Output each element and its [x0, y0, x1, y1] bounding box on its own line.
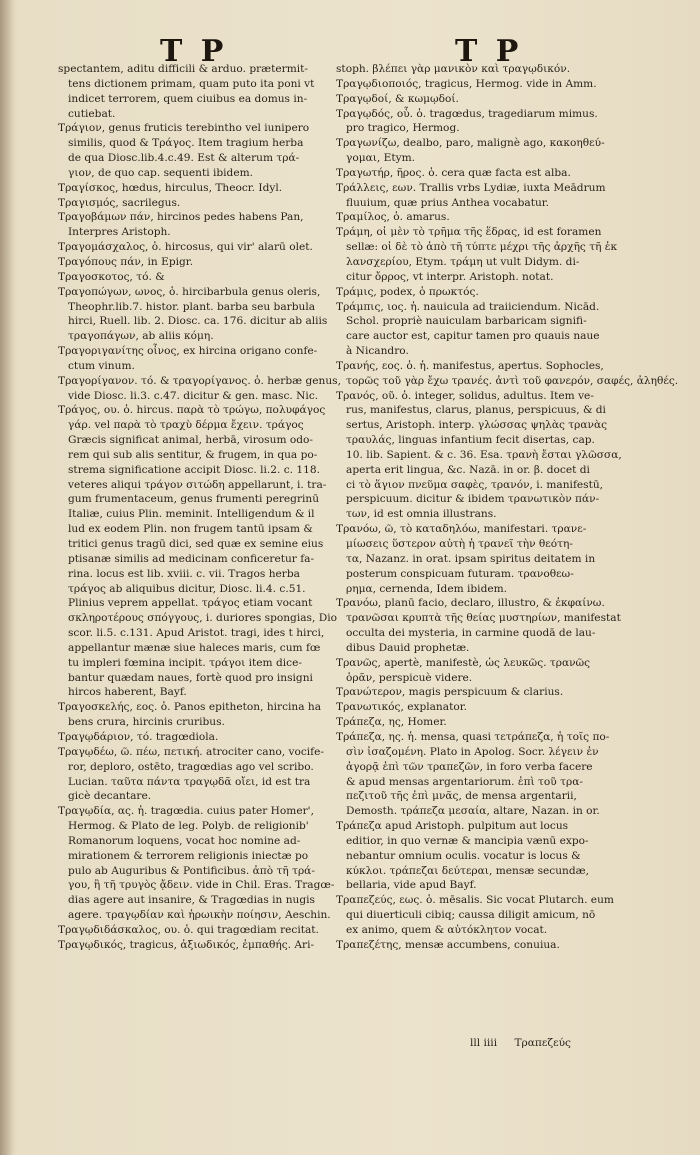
text-line: Τράπεζα apud Aristoph. pulpitum aut locus [336, 820, 569, 833]
text-line: fluuium, quæ prius Anthea vocabatur. [346, 196, 550, 209]
text-line: ρημα, cernenda, Idem ibidem. [346, 582, 508, 595]
text-line: σκληροτέρους σπόγγους, i. duriores spongias, Dio [68, 612, 337, 625]
text-line: τράγος ab aliquibus dicitur, Diosc. li.4. c.51. [68, 582, 306, 595]
text-line: hircos haberent, Bayf. [68, 686, 187, 699]
text-line: Interpres Aristoph. [68, 226, 171, 239]
text-line: Τραγῳδία, ας. ἡ. tragœdia. cuius pater Homer', [58, 805, 314, 818]
left-column [58, 62, 341, 953]
text-line: bellaria, vide apud Bayf. [346, 879, 477, 892]
text-line: strema significatione accipit Diosc. li.2. c. 118. [68, 463, 320, 476]
text-line: tritici genus tragū dici, sed quæ ex semine eius [68, 538, 324, 550]
text-line: των, id est omnia illustrans. [346, 508, 497, 521]
text-line: Græcis significat animal, herbā, virosum odo- [68, 434, 313, 447]
text-line: Τραγῳδός, οὗ. ὁ. tragœdus, tragediarum mimus. [336, 107, 598, 120]
text-line: care auctor est, capitur tamen pro quauis naue [346, 330, 600, 343]
text-line: de qua Diosc.lib.4.c.49. Est & alterum τρά- [68, 152, 300, 165]
text-line: πεζιτοῦ τῆς ἐπὶ μνᾶς, de mensa argentarii, [346, 790, 577, 803]
text-line: Τρανόω, planū facio, declaro, illustro, & ἐκφαίνω. [336, 597, 605, 610]
text-line: pro tragico, Hermog. [346, 122, 460, 135]
text-line: Τραγοπώγων, ωνος, ὁ. hircibarbula genus oleris, [58, 285, 321, 298]
text-line: Τράγος, ου. ὁ. hircus. παρὰ τὸ τρώγω, πολυφάγος [58, 404, 326, 417]
text-line: γιον, de quo cap. sequenti ibidem. [68, 166, 254, 179]
text-line: Τραπεζέτης, mensæ accumbens, conuiua. [336, 938, 560, 951]
text-line: Italiæ, cuius Plin. meminit. Intelligendum & il [68, 508, 315, 521]
right-column [336, 62, 679, 953]
text-line: rus, manifestus, clarus, planus, perspicuus, & di [346, 404, 606, 417]
text-line: Τράμη, οἱ μὲν τὸ τρῆμα τῆς ἕδρας, id est foramen [336, 226, 602, 239]
text-line: Τραγόπους πάν, in Epigr. [58, 255, 194, 268]
text-line: Τραγίσκος, hœdus, hirculus, Theocr. Idyl. [58, 181, 283, 194]
text-line: γομαι, Etym. [346, 152, 416, 165]
text-line: bens crura, hircinis cruribus. [68, 716, 225, 729]
text-line: ctum vinum. [68, 359, 135, 372]
text-line: agere. τραγῳδίαν καὶ ἡρωικὴν ποίησιν, Aeschin. [68, 909, 331, 922]
text-line: Τραγοβάμων πάν, hircinos pedes habens Pan, [58, 211, 304, 224]
text-line: Τραγομάσχαλος, ὁ. hircosus, qui vir' alarū olet. [58, 241, 313, 254]
running-head-left: T P [160, 34, 228, 69]
text-line: rem qui sub alis sentitur, & frugem, in qua po- [68, 448, 318, 461]
text-line: ror, deploro, ostēto, tragœdias ago vel scribo. [68, 760, 314, 773]
text-line: τραγοπάγων, ab aliis κόμη. [68, 330, 214, 343]
text-line: aperta erit lingua, &c. Nazā. in or. β. docet di [346, 463, 590, 476]
text-line: rina. locus est lib. xviii. c. vii. Tragos herba [68, 567, 300, 580]
text-line: ci τὸ ἅγιον πνεῦμα σαφὲς, τρανόν, i. manifestū, [346, 478, 604, 491]
signature-mark: lll iiii [470, 1037, 498, 1049]
text-line: Τραγωνίζω, dealbo, paro, malignè ago, κακοηθεύ- [336, 137, 605, 150]
text-line: tens dictionem primam, quam puto ita poni vt [68, 77, 315, 90]
text-line: Τρανής, εος. ὁ. ἡ. manifestus, apertus. Sophocles, [336, 359, 604, 372]
text-line: Τράπεζα, ης, Homer. [336, 716, 447, 729]
catchline [470, 1037, 585, 1049]
text-line: Τραγοσκοτος, τό. & [58, 270, 165, 283]
text-line: λανσχερίου, Etym. τράμη ut vult Didym. di- [346, 255, 580, 268]
text-line: Τράμπις, ιος. ἡ. nauicula ad traiiciendum. Nicād. [336, 300, 600, 313]
text-line: Τράπεζα, ης. ἡ. mensa, quasi τετράπεζα, ἡ τοῖς πο- [336, 730, 610, 743]
text-line: citur ὄρρος, vt interpr. Aristoph. notat. [346, 270, 554, 283]
text-line: mirationem & terrorem religionis iniectæ po [68, 849, 309, 862]
text-line: Τραγοριγανίτης οἶνος, ex hircina origano confe- [58, 345, 318, 358]
text-line: ἀγορᾷ ἐπὶ τῶν τραπεζῶν, in foro verba facere [346, 760, 593, 773]
text-line: τα, Nazanz. in orat. ipsam spiritus deitatem in [346, 552, 596, 565]
text-line: ex animo, quem & αὐτόκλητον vocat. [346, 923, 548, 936]
text-line: Τράμις, podex, ὁ πρωκτός. [336, 285, 479, 298]
text-line: μίωσεις ὕστερον αὐτὴ ἡ τρανεῖ τὴν θεότη- [346, 538, 573, 550]
text-line: Τρανός, οῦ. ὁ. integer, solidus, adultus. Item ve- [336, 389, 594, 402]
text-line: Τραγωτήρ, ῆρος. ὁ. cera quæ facta est alba. [336, 166, 571, 179]
text-line: posterum conspicuam futuram. τρανοθεω- [346, 567, 574, 580]
text-line: γου, ἢ τῆ τρυγὸς ᾄδειν. vide in Chil. Eras. Tragœ- [68, 879, 335, 892]
text-line: Τραπεζεύς, εως. ὁ. mēsalis. Sic vocat Plutarch. eum [336, 894, 614, 907]
text-line: Τραγῳδιοποιός, tragicus, Hermog. vide in Amm. [336, 77, 597, 90]
text-line: editior, in quo vernæ & mancipia vænū expo- [346, 834, 589, 847]
text-line: qui diuerticuli cibiq; caussa diligit amicum, nō [346, 909, 596, 922]
text-line: pulo ab Auguribus & Pontificibus. ἀπὸ τῆ τρά- [68, 864, 315, 877]
text-line: gum frumentaceum, genus frumenti peregrinū [68, 493, 320, 506]
text-line: similis, quod & Τράγος. Item tragium herba [68, 137, 304, 150]
text-line: & apud mensas argentariorum. ἐπὶ τοῦ τρα- [346, 775, 583, 788]
text-line: Τρανόω, ῶ, τὸ καταδηλόω, manifestari. τρανε- [336, 523, 587, 536]
text-line: Theophr.lib.7. histor. plant. barba seu barbula [68, 300, 316, 313]
text-line: stoph. βλέπει γὰρ μανικὸν καὶ τραγῳδικόν. [336, 63, 571, 75]
text-line: indicet terrorem, quem ciuibus ea domus in- [68, 92, 308, 105]
text-line: Τραμίλος, ὁ. amarus. [336, 211, 450, 224]
text-line: κύκλοι. τράπεζαι δεύτεραι, mensæ secundæ, [346, 864, 589, 877]
text-line: bantur quædam naues, fortè quod pro insigni [68, 671, 313, 684]
text-line: Romanorum loquens, vocat hoc nomine ad- [68, 834, 301, 847]
text-line: veteres aliqui τράγον σιτώδη appellarunt, i. tra- [68, 478, 327, 491]
text-line: Hermog. & Plato de leg. Polyb. de religionib' [68, 820, 309, 833]
text-line: perspicuum. dicitur & ibidem τρανωτικὸν πάν- [346, 493, 600, 506]
text-line: Τραγῳδάριον, τό. tragœdiola. [58, 730, 219, 743]
text-line: 10. lib. Sapient. & c. 36. Esa. τρανὴ ἔσται γλῶσσα, [346, 448, 622, 461]
text-line: cutiebat. [68, 107, 116, 120]
text-line: Demosth. τράπεζα μεσαία, altare, Nazan. in or. [346, 805, 600, 818]
text-line: γάρ. vel παρὰ τὸ τραχὺ δέρμα ἔχειν. τράγος [68, 419, 304, 432]
text-line: occulta dei mysteria, in carmine quodā de lau- [346, 627, 596, 640]
text-line: Τραγῳδοί, & κωμῳδοί. [336, 92, 459, 105]
text-line: ptisanæ similis ad medicinam conficeretur fa- [68, 552, 315, 565]
text-line: sellæ: οἱ δὲ τὸ ἀπὸ τῆ τύπτε μέχρι τῆς ἀρχῆς τῆ ἐκ [346, 241, 618, 254]
text-line: Τραγῳδιδάσκαλος, ου. ὁ. qui tragœdiam recitat. [58, 923, 319, 936]
text-line: scor. li.5. c.131. Apud Aristot. tragi, ides t hirci, [68, 627, 325, 640]
text-line: Plinius veprem appellat. τράγος etiam vocant [68, 597, 313, 610]
text-line: sertus, Aristoph. interp. γλώσσας ψηλὰς τρανὰς [346, 419, 608, 432]
text-line: nebantur omnium oculis. vocatur is locus & [346, 849, 581, 862]
text-line: à Nicandro. [346, 345, 409, 358]
text-line: Τραγῳδέω, ῶ. πέω, πετική. atrociter cano, vocife- [58, 745, 324, 758]
text-line: ὁρᾶν, perspicuè videre. [346, 671, 473, 684]
text-line: dibus Dauid prophetæ. [346, 641, 470, 654]
text-line: τρανῶσαι κρυπτὰ τῆς θείας μυστηρίων, manifestat [346, 612, 621, 625]
text-line: gicè decantare. [68, 790, 152, 803]
text-line: Τρανώτερον, magis perspicuum & clarius. [336, 686, 564, 699]
text-line: tu impleri fœmina incipit. τράγοι item dice- [68, 656, 302, 669]
text-line: Schol. propriè nauiculam barbaricam signifi- [346, 315, 587, 328]
text-line: Τράλλεις, εων. Trallis vrbs Lydiæ, iuxta Meādrum [336, 181, 606, 194]
text-line: lud ex eodem Plin. non frugem tantū ipsam & [68, 523, 313, 536]
text-line: σὶν ἰσαζομένη. Plato in Apolog. Socr. λέγειν ἐν [346, 745, 599, 758]
text-line: hirci, Ruell. lib. 2. Diosc. ca. 176. dicitur ab aliis [68, 315, 328, 328]
text-line: Τραγορίγανον. τό. & τραγορίγανος. ὁ. herbæ genus, [58, 374, 341, 387]
spine-shadow [0, 0, 14, 1155]
text-line: Τραγισμός, sacrilegus. [58, 196, 181, 209]
text-line: τορῶς τοῦ γὰρ ἔχω τρανές. ἀντὶ τοῦ φανερόν, σαφές, ἀληθές. [346, 374, 679, 387]
text-line: Τραγῳδικός, tragicus, ἀξιωδικός, ἐμπαθής. Ari- [58, 938, 315, 951]
text-line: Τρανωτικός, explanator. [336, 701, 467, 714]
text-line: dias agere aut insanire, & Tragœdias in nugis [68, 894, 315, 907]
running-head-right: T P [455, 34, 523, 69]
catchword: Τραπεζεύς [514, 1037, 571, 1049]
text-line: appellantur mænæ siue haleces maris, cum fœ [68, 641, 321, 654]
text-line: vide Diosc. li.3. c.47. dicitur & gen. masc. Nic. [68, 389, 319, 402]
text-line: Τρανῶς, apertè, manifestè, ὡς λευκῶς. τρανῶς [336, 656, 591, 669]
text-line: Τράγιον, genus fruticis terebintho vel iunipero [58, 122, 310, 135]
text-line: Τραγοσκελής, εος. ὁ. Panos epitheton, hircina ha [58, 701, 322, 714]
text-line: Lucian. ταῦτα πάντα τραγῳδᾶ οἴει, id est tra [68, 775, 311, 788]
text-line: spectantem, aditu difficili & arduo. prætermit- [58, 63, 308, 75]
text-line: τραυλάς, linguas infantium fecit disertas, cap. [346, 434, 595, 447]
